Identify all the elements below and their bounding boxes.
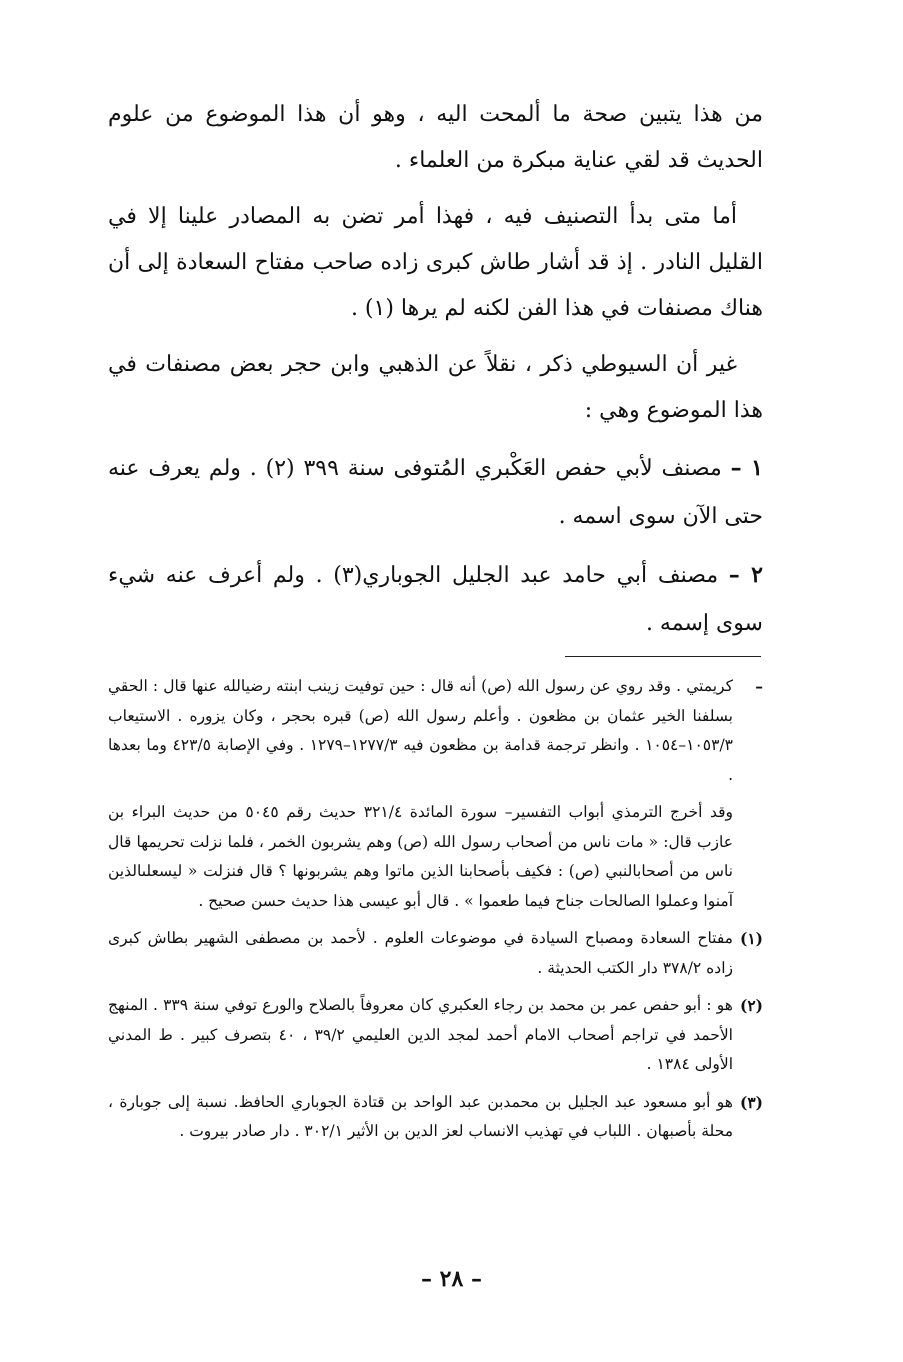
footnotes (108, 672, 763, 1155)
footnote-text: هو : أبو حفص عمر بن محمد بن رجاء العكبري كان معروفاً بالصلاح والورع توفي سنة ٣٣٩ . المنهج الأحمد في تراجم أصحاب الامام أحمد لمجد الدين العليمي ٣٩/٢ ، ٤٠ بتصرف كبير . ط المدني الأولى ١٣٨٤ . (108, 996, 733, 1073)
footnote-text: وقد أخرج الترمذي أبواب التفسير– سورة المائدة ٣٢١/٤ حديث رقم ٥٠٤٥ من حديث البراء بن عازب قال: « مات ناس من أصحاب رسول الله (ص) وهم يشربون الخمر ، فلما نزلت تحريمها قال ناس من أصحابالنبي (ص) : فكيف بأصحابنا الذين ماتوا وهم يشربونها ؟ قال فنزلت « ليسعلىالذين آمنوا وعملوا الصالحات جناح فيما طعموا » . قال أبو عيسى هذا حديث حسن صحيح . (108, 803, 733, 910)
list-item-number: ٢ – (728, 562, 763, 588)
paragraph-2: أما متى بدأ التصنيف فيه ، فهذا أمر تضن به المصادر علينا إلا في القليل النادر . إذ قد أشار طاش كبرى زاده صاحب مفتاح السعادة إلى أن هناك مصنفات في هذا الفن لكنه لم يرها (١) . (108, 204, 763, 321)
footnote-text: مفتاح السعادة ومصباح السيادة في موضوعات العلوم . لأحمد بن مصطفى الشهير بطاش كبرى زاده ٣٧٨/٢ دار الكتب الحديثة . (108, 929, 733, 977)
paragraph-1: من هذا يتبين صحة ما ألمحت اليه ، وهو أن هذا الموضوع من علوم الحديث قد لقي عناية مبكرة من العلماء . (108, 102, 763, 173)
footnote-3 (108, 1088, 763, 1147)
footnote-mark: (٢) (739, 996, 763, 1015)
footnote-2 (108, 991, 763, 1080)
paragraph-3: غير أن السيوطي ذكر ، نقلاً عن الذهبي وابن حجر بعض مصنفات في هذا الموضوع وهي : (108, 352, 763, 423)
list-item-text: مصنف أبي حامد عبد الجليل الجوباري(٣) . ولم أعرف عنه شيء سوى إسمه . (108, 563, 763, 636)
footnote-1 (108, 924, 763, 983)
list-item-1 (108, 444, 763, 541)
footnote-text: هو أبو مسعود عبد الجليل بن محمدبن عبد الواحد بن قتادة الجوباري الحافظ. نسبة إلى جوبارة ، محلة بأصبهان . اللباب في تهذيب الانساب لعز الدين بن الأثير ٣٠٢/١ . دار صادر بيروت . (108, 1092, 733, 1140)
footnote-text: كريمتي . وقد روي عن رسول الله (ص) أنه قال : حين توفيت زينب ابنته رضيالله عنها قال : الحقي بسلفنا الخير عثمان بن مظعون . وأعلم رسول الله (ص) قبره بحجر ، وكان يزوره . الاستيعاب ١٠٥٣/٣–١٠٥٤ . وانظر ترجمة قدامة بن مظعون فيه ١٢٧٧/٣–١٢٧٩ . وفي الإصابة ٤٢٣/٥ وما بعدها . (108, 677, 733, 784)
page-number: – ٢٨ – (421, 1266, 482, 1292)
footnote-mark: – (755, 677, 763, 696)
list-item-number: ١ – (730, 455, 763, 481)
footnote-separator (565, 656, 761, 657)
footnote-continuation (108, 672, 763, 790)
footnote-mark: (١) (739, 929, 763, 948)
footnote-mark: (٣) (739, 1092, 763, 1112)
list-item-2 (108, 551, 763, 648)
list-item-text: مصنف لأبي حفص العَكْبري المُتوفى سنة ٣٩٩ (٢) . ولم يعرف عنه حتى الآن سوى اسمه . (108, 456, 763, 529)
footnote-mark (733, 798, 763, 916)
footnote-continuation-2 (108, 798, 763, 916)
main-text (108, 92, 763, 658)
